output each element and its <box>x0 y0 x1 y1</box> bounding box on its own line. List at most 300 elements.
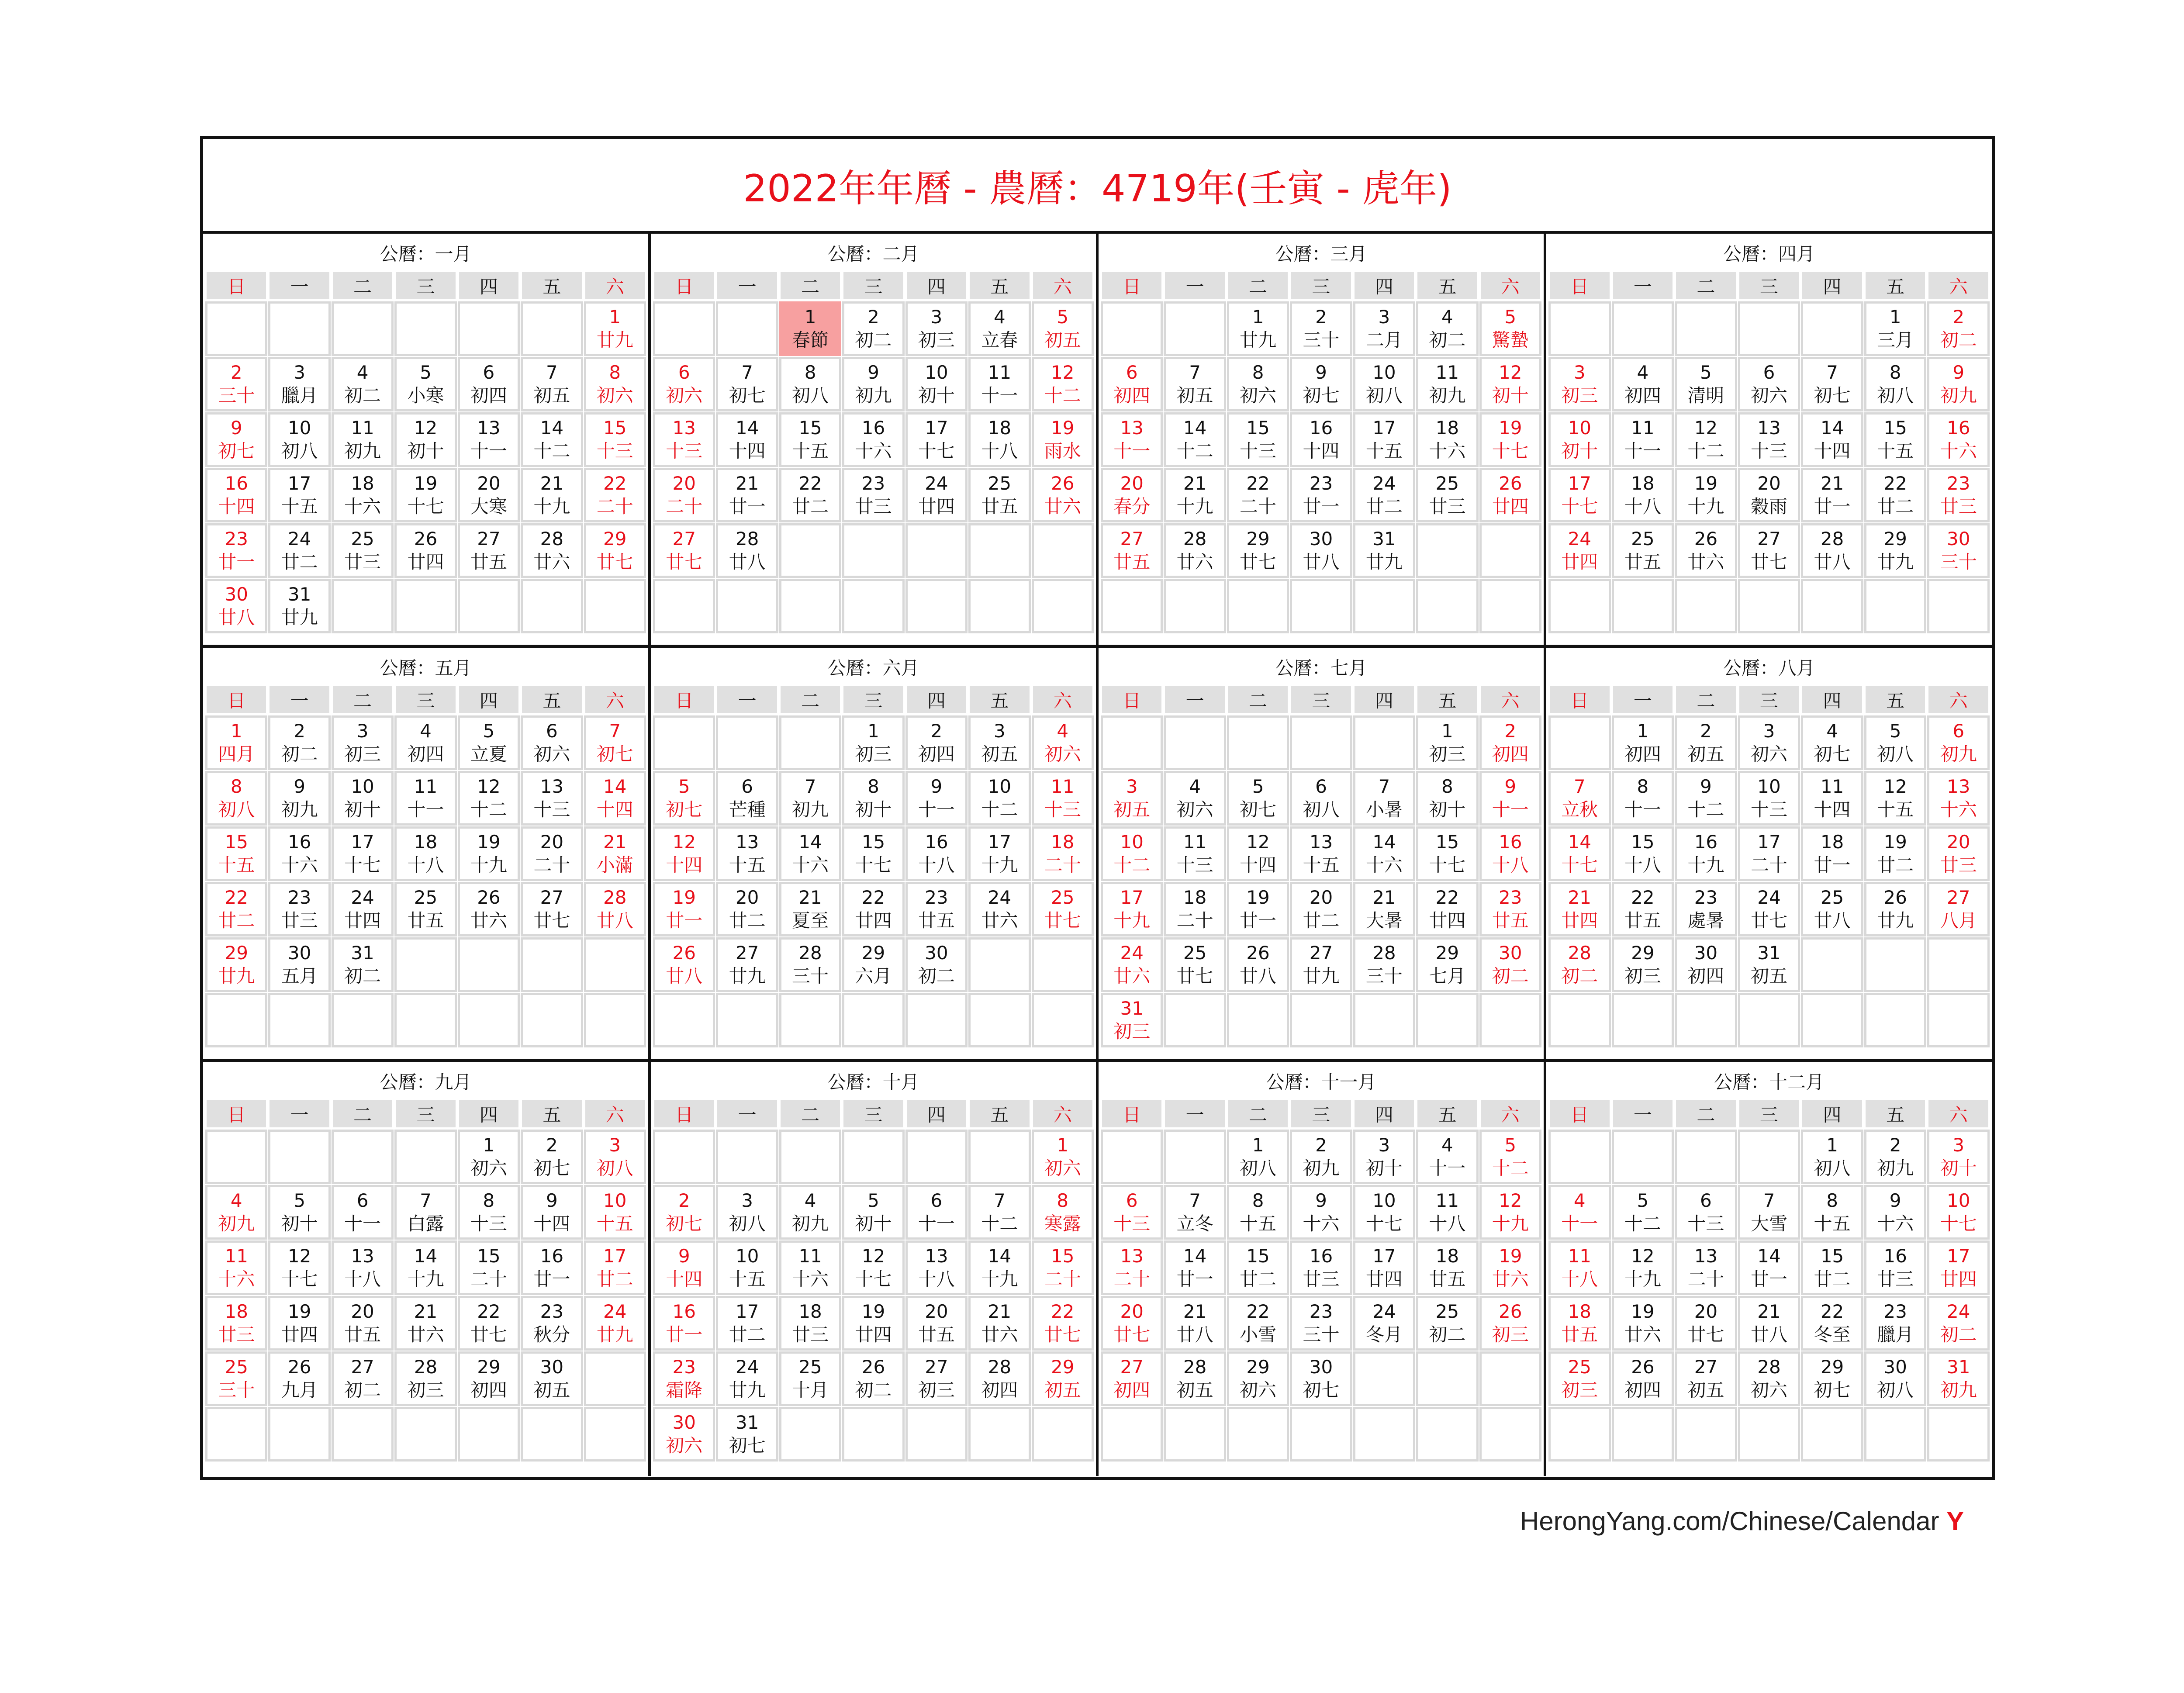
site-url[interactable]: HerongYang.com/Chinese/Calendar <box>1520 1506 1939 1536</box>
day-number: 12 <box>1694 417 1718 439</box>
day-cell <box>1291 1186 1351 1238</box>
day-number: 25 <box>351 528 374 549</box>
day-number: 13 <box>351 1245 374 1267</box>
day-cell <box>1481 828 1540 880</box>
lunar-date: 初九 <box>1303 1157 1340 1179</box>
lunar-date: 廿六 <box>470 909 507 931</box>
day-cell <box>585 717 645 769</box>
lunar-date: 十七 <box>281 1268 318 1290</box>
day-number: 30 <box>225 584 248 605</box>
lunar-date: 初三 <box>1492 1323 1529 1345</box>
lunar-date: 初二 <box>344 965 381 987</box>
day-number: 31 <box>287 584 311 605</box>
lunar-date: 四月 <box>218 743 255 765</box>
day-cell <box>333 1353 392 1405</box>
day-number: 1 <box>609 306 621 328</box>
lunar-date: 十五 <box>596 1213 633 1234</box>
day-cell <box>1613 772 1673 824</box>
day-number: 14 <box>1568 831 1591 853</box>
day-cell <box>522 828 581 880</box>
empty-cell <box>717 303 777 355</box>
lunar-date: 廿七 <box>1044 1323 1081 1345</box>
day-cell <box>1355 414 1414 466</box>
lunar-date: 初三 <box>407 1379 444 1401</box>
lunar-date: 廿一 <box>1814 495 1851 517</box>
lunar-date: 初五 <box>1113 798 1151 820</box>
day-number: 15 <box>861 831 885 853</box>
day-cell <box>1550 1242 1610 1294</box>
day-cell <box>1613 939 1673 991</box>
lunar-date: 廿二 <box>596 1268 633 1290</box>
day-number: 24 <box>1120 942 1144 964</box>
day-cell <box>270 414 329 466</box>
site-logo-icon: Y <box>1946 1506 1964 1536</box>
lunar-date: 十三 <box>1750 440 1787 462</box>
day-cell <box>1802 883 1862 935</box>
day-cell <box>1481 1297 1540 1349</box>
lunar-date: 廿三 <box>281 909 318 931</box>
empty-cell <box>1928 994 1988 1046</box>
day-cell <box>1550 358 1610 410</box>
day-cell <box>270 883 329 935</box>
day-number: 26 <box>1631 1356 1655 1378</box>
day-number: 31 <box>735 1412 759 1433</box>
day-number: 19 <box>1694 473 1718 494</box>
day-cell <box>1165 469 1224 521</box>
day-number: 12 <box>861 1245 885 1267</box>
lunar-date: 初二 <box>281 743 318 765</box>
month-block <box>651 648 1099 1062</box>
lunar-date: 廿九 <box>729 965 766 987</box>
lunar-date: 十一 <box>1624 440 1661 462</box>
empty-cell <box>1481 1408 1540 1460</box>
month-block <box>651 234 1099 648</box>
lunar-date: 十五 <box>218 854 255 876</box>
weekday-header: 日 <box>1102 272 1161 299</box>
day-number: 6 <box>678 362 690 383</box>
day-cell <box>1739 939 1799 991</box>
day-number: 19 <box>1051 417 1075 439</box>
lunar-date: 廿六 <box>1113 965 1151 987</box>
empty-cell <box>1165 717 1224 769</box>
lunar-date: 初十 <box>855 1213 892 1234</box>
empty-cell <box>1033 1408 1092 1460</box>
day-number: 4 <box>1057 720 1069 742</box>
day-cell <box>585 303 645 355</box>
day-cell <box>1676 1353 1736 1405</box>
month-calendar <box>203 272 648 632</box>
lunar-date: 廿三 <box>1877 1268 1914 1290</box>
lunar-date: 初七 <box>729 384 766 406</box>
weekday-header: 四 <box>1802 686 1862 713</box>
empty-cell <box>1739 1408 1799 1460</box>
lunar-date: 十七 <box>344 854 381 876</box>
month-header: 公曆：九月 <box>380 1071 472 1093</box>
day-number: 24 <box>287 528 311 549</box>
lunar-date: 初三 <box>344 743 381 765</box>
day-cell <box>1228 525 1288 577</box>
empty-cell <box>1550 1131 1610 1183</box>
lunar-date: 初八 <box>1877 384 1914 406</box>
day-number: 14 <box>1183 1245 1207 1267</box>
lunar-date: 初六 <box>1044 1157 1081 1179</box>
lunar-date: 廿七 <box>1240 551 1277 573</box>
day-cell <box>781 1186 840 1238</box>
day-cell <box>843 717 903 769</box>
lunar-date: 初五 <box>1687 743 1724 765</box>
day-number: 26 <box>414 528 438 549</box>
day-cell <box>717 358 777 410</box>
lunar-date: 廿一 <box>1176 1268 1213 1290</box>
day-number: 30 <box>1883 1356 1907 1378</box>
empty-cell <box>396 1131 455 1183</box>
day-cell <box>1928 883 1988 935</box>
lunar-date: 初八 <box>218 798 255 820</box>
lunar-date: 廿二 <box>281 551 318 573</box>
day-number: 22 <box>1631 887 1655 908</box>
empty-cell <box>1928 1408 1988 1460</box>
day-number: 23 <box>1309 1301 1333 1322</box>
day-cell <box>654 1353 714 1405</box>
lunar-date: 廿四 <box>407 551 444 573</box>
weekday-header: 五 <box>1417 686 1477 713</box>
day-number: 20 <box>1757 473 1781 494</box>
day-number: 23 <box>1309 473 1333 494</box>
day-number: 8 <box>1889 362 1901 383</box>
lunar-date: 初二 <box>918 965 955 987</box>
weekday-header: 日 <box>654 272 714 299</box>
day-cell <box>396 1242 455 1294</box>
day-number: 13 <box>735 831 759 853</box>
day-cell <box>1928 1353 1988 1405</box>
day-number: 28 <box>1757 1356 1781 1378</box>
lunar-date: 十四 <box>1814 440 1851 462</box>
day-number: 7 <box>741 362 753 383</box>
empty-cell <box>907 525 966 577</box>
day-number: 6 <box>483 362 495 383</box>
empty-cell <box>1228 994 1288 1046</box>
day-cell <box>333 1186 392 1238</box>
day-cell <box>207 828 266 880</box>
day-cell <box>1802 717 1862 769</box>
lunar-date: 初三 <box>1429 743 1466 765</box>
day-number: 12 <box>414 417 438 439</box>
day-cell <box>781 469 840 521</box>
day-cell <box>1291 358 1351 410</box>
lunar-date: 初四 <box>1624 1379 1661 1401</box>
lunar-date: 廿六 <box>981 909 1018 931</box>
day-cell <box>1739 717 1799 769</box>
day-cell <box>396 883 455 935</box>
lunar-date: 初六 <box>1750 1379 1787 1401</box>
lunar-date: 廿五 <box>1624 551 1661 573</box>
day-cell <box>1676 828 1736 880</box>
lunar-date: 十三 <box>533 798 570 820</box>
lunar-date: 大雪 <box>1750 1213 1787 1234</box>
empty-cell <box>1550 580 1610 632</box>
day-number: 17 <box>1946 1245 1970 1267</box>
day-cell <box>270 358 329 410</box>
day-number: 7 <box>1826 362 1838 383</box>
weekday-header: 四 <box>459 686 518 713</box>
lunar-date: 初二 <box>1429 329 1466 351</box>
empty-cell <box>843 1408 903 1460</box>
day-number: 29 <box>1435 942 1459 964</box>
day-number: 31 <box>1120 998 1144 1019</box>
day-cell <box>843 358 903 410</box>
day-number: 4 <box>1441 306 1453 328</box>
day-cell <box>1355 1186 1414 1238</box>
day-cell <box>1928 717 1988 769</box>
lunar-date: 十五 <box>1814 1213 1851 1234</box>
day-number: 13 <box>1946 776 1970 797</box>
lunar-date: 十五 <box>1240 1213 1277 1234</box>
lunar-date: 初十 <box>1365 1157 1403 1179</box>
day-cell <box>1033 1242 1092 1294</box>
lunar-date: 清明 <box>1687 384 1724 406</box>
weekday-header: 四 <box>907 272 966 299</box>
day-number: 19 <box>1883 831 1907 853</box>
weekday-header: 一 <box>717 272 777 299</box>
day-number: 19 <box>287 1301 311 1322</box>
day-cell <box>843 414 903 466</box>
empty-cell <box>333 580 392 632</box>
day-number: 27 <box>1120 1356 1144 1378</box>
lunar-date: 二月 <box>1365 329 1403 351</box>
day-cell <box>1291 939 1351 991</box>
lunar-date: 廿八 <box>666 965 703 987</box>
day-cell <box>1866 772 1925 824</box>
lunar-date: 三十 <box>1303 1323 1340 1345</box>
weekday-header: 三 <box>843 686 903 713</box>
day-cell <box>970 414 1029 466</box>
lunar-date: 十六 <box>855 440 892 462</box>
day-cell <box>1417 1186 1477 1238</box>
day-number: 13 <box>1309 831 1333 853</box>
lunar-date: 十六 <box>1940 798 1977 820</box>
weekday-header: 四 <box>459 1100 518 1127</box>
day-cell <box>522 772 581 824</box>
weekday-header: 五 <box>970 1100 1029 1127</box>
day-cell <box>333 525 392 577</box>
day-cell <box>1481 717 1540 769</box>
lunar-date: 冬至 <box>1814 1323 1851 1345</box>
lunar-date: 廿二 <box>1365 495 1403 517</box>
day-number: 24 <box>925 473 948 494</box>
day-number: 31 <box>1946 1356 1970 1378</box>
lunar-date: 初九 <box>1429 384 1466 406</box>
lunar-date: 廿六 <box>1044 495 1081 517</box>
lunar-date: 二十 <box>470 1268 507 1290</box>
weekday-header: 日 <box>1102 1100 1161 1127</box>
lunar-date: 三十 <box>1365 965 1403 987</box>
empty-cell <box>781 580 840 632</box>
day-number: 30 <box>1309 1356 1333 1378</box>
day-cell <box>1928 828 1988 880</box>
lunar-date: 廿六 <box>1687 551 1724 573</box>
day-cell <box>1228 1186 1288 1238</box>
month-block <box>1099 648 1546 1062</box>
day-number: 10 <box>1946 1190 1970 1211</box>
day-number: 11 <box>1183 831 1207 853</box>
empty-cell <box>654 303 714 355</box>
lunar-date: 雨水 <box>1044 440 1081 462</box>
day-cell <box>207 1186 266 1238</box>
empty-cell <box>717 717 777 769</box>
day-cell <box>970 358 1029 410</box>
day-number: 30 <box>672 1412 696 1433</box>
day-number: 21 <box>1183 473 1207 494</box>
lunar-date: 廿六 <box>1492 1268 1529 1290</box>
day-number: 29 <box>861 942 885 964</box>
day-number: 20 <box>735 887 759 908</box>
day-cell <box>1866 1297 1925 1349</box>
day-number: 15 <box>1883 417 1907 439</box>
day-cell <box>585 414 645 466</box>
empty-cell <box>781 525 840 577</box>
day-number: 2 <box>1315 1134 1327 1156</box>
lunar-date: 廿二 <box>1877 854 1914 876</box>
month-block <box>1546 1062 1992 1476</box>
day-number: 21 <box>414 1301 438 1322</box>
day-number: 22 <box>1246 1301 1270 1322</box>
day-number: 16 <box>225 473 248 494</box>
lunar-date: 十八 <box>981 440 1018 462</box>
day-cell <box>654 358 714 410</box>
lunar-date: 十七 <box>1492 440 1529 462</box>
lunar-date: 廿二 <box>1877 495 1914 517</box>
lunar-date: 初十 <box>855 798 892 820</box>
empty-cell <box>781 1408 840 1460</box>
day-number: 27 <box>1694 1356 1718 1378</box>
weekday-header: 三 <box>843 1100 903 1127</box>
lunar-date: 十四 <box>218 495 255 517</box>
day-cell <box>781 772 840 824</box>
day-number: 24 <box>1757 887 1781 908</box>
lunar-date: 初七 <box>1814 384 1851 406</box>
day-number: 2 <box>546 1134 558 1156</box>
day-cell <box>1613 414 1673 466</box>
day-number: 3 <box>1573 362 1586 383</box>
lunar-date: 驚蟄 <box>1492 329 1529 351</box>
day-cell <box>1928 303 1988 355</box>
month-header: 公曆：二月 <box>827 243 919 265</box>
weekday-header: 日 <box>1550 686 1610 713</box>
empty-cell <box>654 717 714 769</box>
empty-cell <box>1165 1408 1224 1460</box>
day-cell <box>1165 883 1224 935</box>
empty-cell <box>1355 1353 1414 1405</box>
empty-cell <box>1291 994 1351 1046</box>
day-number: 26 <box>1694 528 1718 549</box>
day-cell <box>970 1353 1029 1405</box>
day-cell <box>522 414 581 466</box>
lunar-date: 二十 <box>533 854 570 876</box>
site-footer[interactable] <box>1520 1506 1964 1536</box>
day-cell <box>1676 469 1736 521</box>
empty-cell <box>207 303 266 355</box>
empty-cell <box>270 1408 329 1460</box>
day-cell <box>907 828 966 880</box>
day-number: 12 <box>477 776 501 797</box>
day-cell <box>1102 828 1161 880</box>
day-number: 20 <box>1120 1301 1144 1322</box>
month-calendar <box>1546 686 1992 1046</box>
day-cell <box>1355 303 1414 355</box>
day-cell <box>522 1297 581 1349</box>
day-cell <box>1165 1353 1224 1405</box>
lunar-date: 臘月 <box>1877 1323 1914 1345</box>
day-cell <box>843 939 903 991</box>
empty-cell <box>396 994 455 1046</box>
day-number: 15 <box>1246 417 1270 439</box>
day-number: 16 <box>1309 1245 1333 1267</box>
day-cell <box>1165 828 1224 880</box>
day-cell <box>1928 1297 1988 1349</box>
day-number: 18 <box>798 1301 822 1322</box>
empty-cell <box>459 994 518 1046</box>
day-cell <box>781 939 840 991</box>
day-number: 13 <box>540 776 564 797</box>
lunar-date: 秋分 <box>533 1323 570 1345</box>
day-cell <box>207 469 266 521</box>
day-number: 3 <box>930 306 943 328</box>
day-cell <box>1802 358 1862 410</box>
day-cell <box>207 1242 266 1294</box>
lunar-date: 初六 <box>596 384 633 406</box>
day-number: 8 <box>1252 362 1264 383</box>
day-cell <box>781 883 840 935</box>
day-number: 28 <box>1568 942 1591 964</box>
lunar-date: 廿四 <box>1561 909 1598 931</box>
day-cell <box>970 1186 1029 1238</box>
day-cell <box>1228 1353 1288 1405</box>
day-number: 12 <box>1883 776 1907 797</box>
day-number: 8 <box>1057 1190 1069 1211</box>
weekday-header: 四 <box>1355 686 1414 713</box>
lunar-date: 十二 <box>1687 798 1724 820</box>
day-number: 6 <box>1126 1190 1138 1211</box>
lunar-date: 十八 <box>918 854 955 876</box>
month-block <box>203 234 651 648</box>
day-cell <box>459 414 518 466</box>
day-number: 15 <box>477 1245 501 1267</box>
day-number: 6 <box>1763 362 1775 383</box>
month-header: 公曆：八月 <box>1723 657 1815 679</box>
lunar-date: 初七 <box>1240 798 1277 820</box>
day-cell <box>1355 828 1414 880</box>
lunar-date: 廿一 <box>533 1268 570 1290</box>
day-cell <box>459 469 518 521</box>
lunar-date: 廿七 <box>1750 909 1787 931</box>
day-number: 4 <box>356 362 369 383</box>
day-number: 18 <box>1631 473 1655 494</box>
day-number: 25 <box>1183 942 1207 964</box>
day-cell <box>1417 469 1477 521</box>
day-cell <box>1866 717 1925 769</box>
day-cell <box>459 1297 518 1349</box>
day-cell <box>843 772 903 824</box>
lunar-date: 十八 <box>1624 854 1661 876</box>
lunar-date: 初六 <box>533 743 570 765</box>
lunar-date: 初三 <box>918 1379 955 1401</box>
day-number: 23 <box>925 887 948 908</box>
empty-cell <box>1033 939 1092 991</box>
lunar-date: 十九 <box>470 854 507 876</box>
day-number: 17 <box>1568 473 1591 494</box>
month-block <box>1546 648 1992 1062</box>
day-number: 14 <box>414 1245 438 1267</box>
